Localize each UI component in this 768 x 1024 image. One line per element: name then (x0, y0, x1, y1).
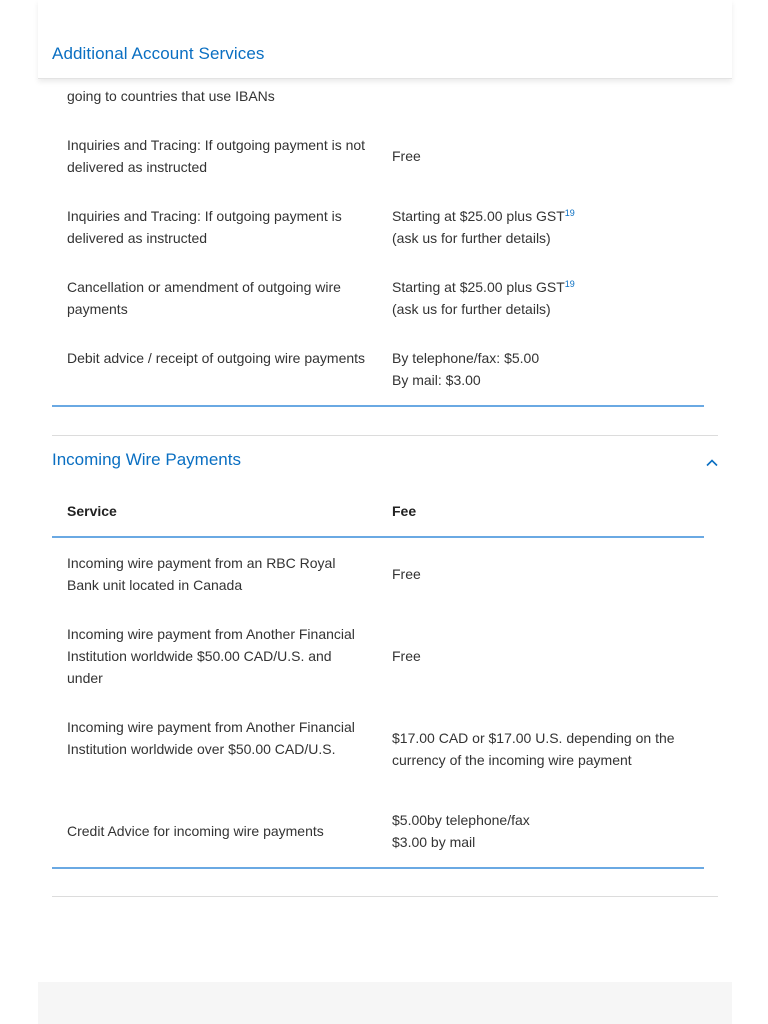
footnote-link[interactable]: 19 (564, 208, 575, 218)
fee-note: (ask us for further details) (392, 230, 551, 246)
page-section-title[interactable]: Additional Account Services (52, 44, 265, 63)
chevron-up-icon (705, 458, 719, 467)
table-cell-fee (392, 276, 702, 320)
table-cell-fee: Free (392, 566, 421, 582)
table-cell-service: Debit advice / receipt of outgoing wire payments (67, 350, 366, 366)
table-cell-service: Credit Advice for incoming wire payments (67, 823, 324, 839)
table-cell-fee: $17.00 CAD or $17.00 U.S. depending on the currency of the incoming wire payment (392, 730, 675, 768)
table-cell-fee (392, 347, 702, 391)
column-header-service: Service (67, 503, 117, 519)
column-header-fee: Fee (392, 503, 417, 519)
fee-text: By telephone/fax: $5.00 (392, 350, 540, 366)
table-bottom-rule (52, 405, 704, 407)
section-divider (52, 896, 718, 897)
fee-text: $5.00by telephone/fax (392, 812, 530, 828)
collapse-toggle[interactable] (700, 452, 724, 472)
sticky-header (38, 0, 732, 79)
footnote-link[interactable]: 19 (564, 279, 575, 289)
fee-text: Starting at $25.00 plus GST (392, 208, 565, 224)
table-cell-service: Cancellation or amendment of outgoing wire payments (67, 279, 341, 317)
fee-text: $3.00 by mail (392, 834, 476, 850)
table-header-rule (52, 536, 704, 538)
table-cell-service: Inquiries and Tracing: If outgoing payment is not delivered as instructed (67, 137, 366, 175)
section-divider (52, 435, 718, 436)
table-cell-fee: Free (392, 648, 421, 664)
fee-text: Starting at $25.00 plus GST (392, 279, 565, 295)
table-cell-service: Inquiries and Tracing: If outgoing payment is delivered as instructed (67, 208, 342, 246)
table-cell-fee: Free (392, 148, 421, 164)
incoming-wire-payments-heading[interactable]: Incoming Wire Payments (52, 450, 241, 469)
table-cell-service: Incoming wire payment from Another Financial Institution worldwide $50.00 CAD/U.S. and under (67, 626, 355, 686)
table-cell-fee (392, 205, 702, 249)
table-cell-service: Incoming wire payment from Another Financial Institution worldwide over $50.00 CAD/U.S. (67, 719, 355, 757)
footer-band (38, 982, 732, 1024)
fee-note: (ask us for further details) (392, 301, 551, 317)
table-cell-fee (392, 809, 702, 853)
fee-text: By mail: $3.00 (392, 372, 481, 388)
table-cell-service: going to countries that use IBANs (67, 88, 275, 104)
table-bottom-rule (52, 867, 704, 869)
table-cell-service: Incoming wire payment from an RBC Royal Bank unit located in Canada (67, 555, 336, 593)
